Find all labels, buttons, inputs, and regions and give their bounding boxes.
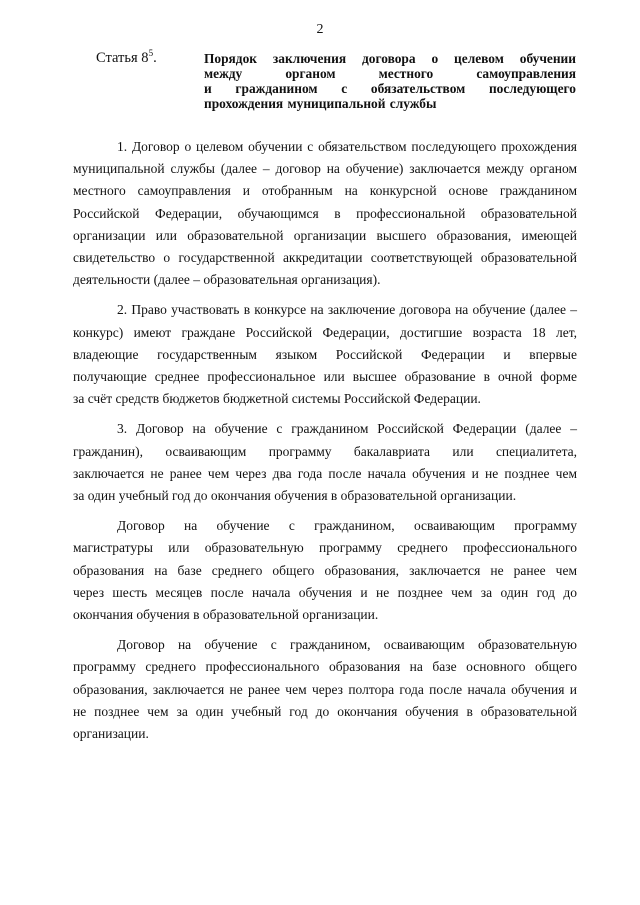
article-label-suffix: . xyxy=(153,50,157,66)
paragraph-line: 3. Договор на обучение с гражданином Российской Федерации (далее – xyxy=(117,421,577,437)
paragraph-line: Договор на обучение с гражданином, осваивающим образовательную xyxy=(117,637,577,653)
article-title-line: Порядок заключения договора о целевом обучении xyxy=(204,51,576,66)
article-header xyxy=(96,48,576,111)
paragraph-line: владеющие государственным языком Российской Федерации и впервые xyxy=(73,346,577,362)
paragraph-line: за счёт средств бюджетов бюджетной системы Российской Федерации. xyxy=(73,391,481,407)
paragraph-line: программу среднего профессионального образования на базе основного общего xyxy=(73,659,577,675)
paragraph-line: Договор на обучение с гражданином, осваивающим программу xyxy=(117,518,577,534)
paragraph-line: свидетельство о государственной аккредитации соответствующей образовательной xyxy=(73,250,577,266)
article-title-line: между органом местного самоуправления xyxy=(204,66,576,81)
paragraph-line: окончания обучения в образовательной организации. xyxy=(73,607,379,623)
article-title-line: прохождения муниципальной службы xyxy=(204,96,437,111)
paragraph-1 xyxy=(73,136,577,291)
article-body xyxy=(73,136,577,753)
paragraph-line: гражданин), осваивающим программу бакалавриата или специалитета, xyxy=(73,443,577,459)
paragraph-line: получающие среднее профессиональное или высшее образование в очной форме xyxy=(73,369,577,385)
paragraph-line: конкурс) имеют граждане Российской Федерации, достигшие возраста 18 лет, xyxy=(73,324,577,340)
paragraph-line: организации. xyxy=(73,726,149,742)
article-title xyxy=(204,51,576,111)
page-number: 2 xyxy=(316,22,324,37)
paragraph-line: заключается не ранее чем через два года после начала обучения и не позднее чем xyxy=(73,465,577,481)
paragraph-line: муниципальной службы (далее – договор на обучение) заключается между органом xyxy=(73,161,577,177)
paragraph-line: образования, заключается не ранее чем через полтора года после начала обучения и xyxy=(73,681,577,697)
paragraph-line: магистратуры или образовательную программу среднего профессионального xyxy=(73,540,577,556)
article-label-text: Статья 8 xyxy=(96,50,149,66)
paragraph-line: через шесть месяцев после начала обучения и не позднее чем за один год до xyxy=(73,584,577,600)
paragraph-line: местного самоуправления и отобранным на конкурсной основе гражданином xyxy=(73,183,577,199)
paragraph-line: 1. Договор о целевом обучении с обязательством последующего прохождения xyxy=(117,139,577,154)
paragraph-4 xyxy=(73,515,577,626)
paragraph-line: Российской Федерации, обучающимся в профессиональной образовательной xyxy=(73,205,577,221)
paragraph-line: деятельности (далее – образовательная организация). xyxy=(73,272,381,288)
paragraph-5 xyxy=(73,634,577,745)
paragraph-line: образования на базе среднего общего образования, заключается не ранее чем xyxy=(73,562,577,578)
paragraph-line: 2. Право участвовать в конкурсе на заключение договора на обучение (далее – xyxy=(117,302,577,318)
paragraph-line: не позднее чем за один учебный год до окончания обучения в образовательной xyxy=(73,703,577,719)
article-title-line: и гражданином с обязательством последующего xyxy=(204,81,576,96)
paragraph-3 xyxy=(73,418,577,507)
paragraph-2 xyxy=(73,299,577,410)
article-label xyxy=(96,48,157,66)
paragraph-line: за один учебный год до окончания обучения в образовательной организации. xyxy=(73,488,517,504)
article-label-superscript: 5 xyxy=(148,48,154,59)
paragraph-line: организации или образовательной организации высшего образования, имеющей xyxy=(73,227,577,243)
